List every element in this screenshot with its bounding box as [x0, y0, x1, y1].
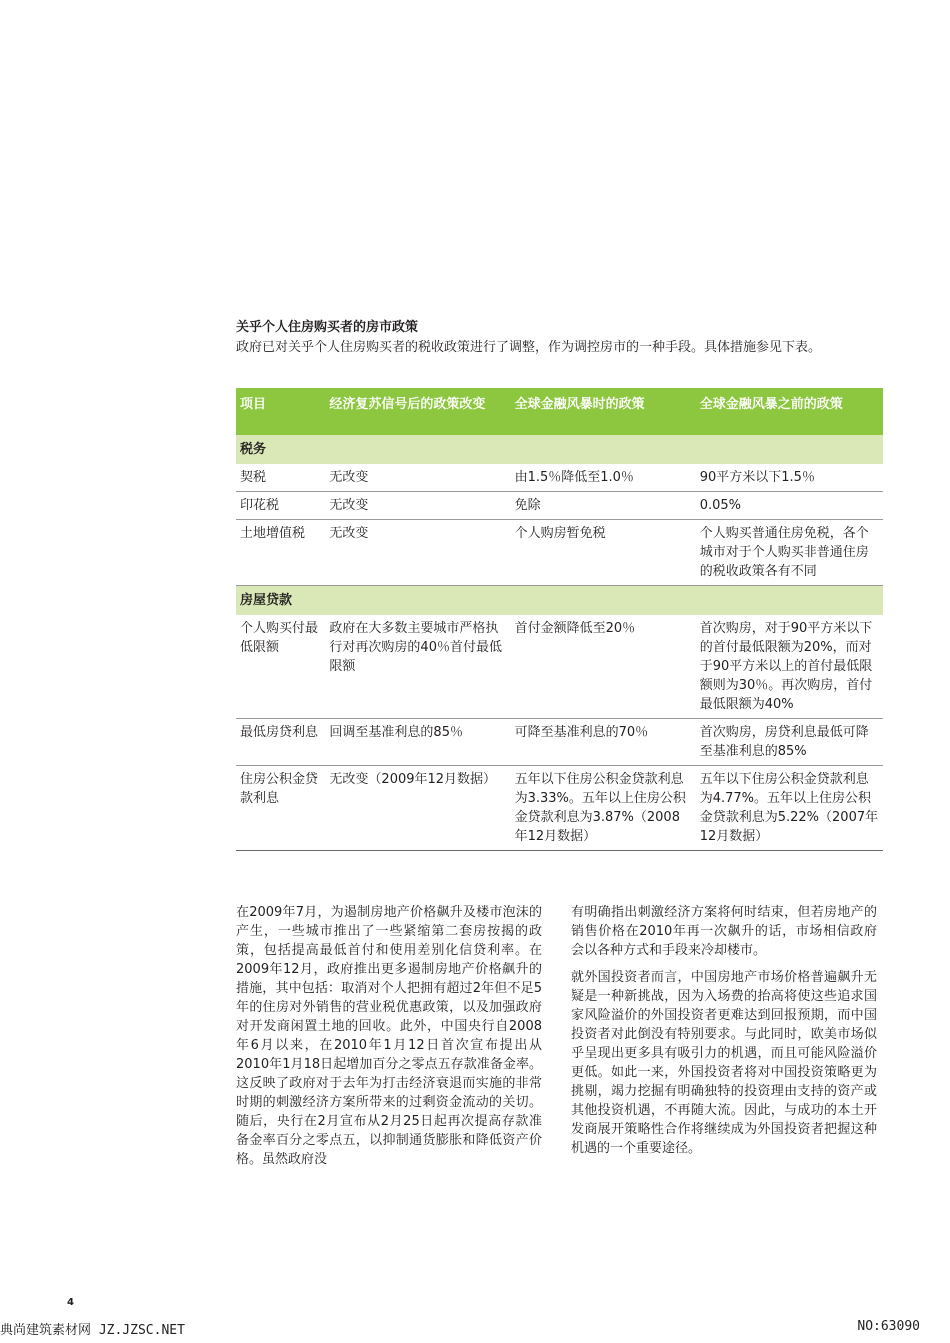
table-cell: 个人购房暂免税	[511, 520, 696, 586]
body-paragraph: 就外国投资者而言，中国房地产市场价格普遍飙升无疑是一种新挑战，因为入场费的抬高将使这些追求国家风险溢价的外国投资者更难达到回报预期，而中国投资者对此倒没有特别要求。与此同时，欧美市场似乎呈现出更多具有吸引力的机遇，而且可能风险溢价更低。如此一来，外国投资者将对中国投资策略更为挑剔，竭力挖掘有明确独特的投资理由支持的资产或其他投资机遇，不再随大流。因此，与成功的本土开发商展开策略性合作将继续成为外国投资者把握这种机遇的一个重要途径。	[571, 970, 877, 1156]
table-cell: 免除	[511, 492, 696, 520]
table-row	[236, 719, 883, 766]
body-column-right	[571, 903, 877, 1166]
header-before-crisis: 全球金融风暴之前的政策	[696, 388, 883, 435]
table-row	[236, 492, 883, 520]
table-cell: 无改变	[325, 464, 510, 492]
table-cell: 首次购房，房贷利息最低可降至基准利息的85%	[696, 719, 883, 766]
table-cell: 土地增值税	[236, 520, 325, 586]
table-cell: 90平方米以下1.5％	[696, 464, 883, 492]
table-row	[236, 766, 883, 851]
group-row-tax	[236, 435, 883, 464]
table-cell: 个人购买普通住房免税，各个城市对于个人购买非普通住房的税收政策各有不同	[696, 520, 883, 586]
table-cell: 契税	[236, 464, 325, 492]
body-paragraph: 在2009年7月，为遏制房地产价格飙升及楼市泡沫的产生，一些城市推出了一些紧缩第二套房按揭的政策，包括提高最低首付和使用差别化信贷利率。在2009年12月，政府推出更多遏制房地产价格飙升的措施，其中包括：取消对个人把拥有超过2年但不足5年的住房对外销售的营业税优惠政策，以及加强政府对开发商闲置土地的回收。此外，中国央行自2008年6月以来，在2010年1月12日首次宣布提出从2010年1月18日起增加百分之零点五存款准备金率。这反映了政府对于去年为打击经济衰退而实施的非常时期的刺激经济方案所带来的过剩资金流动的关切。随后，央行在2月宣布从2月25日起再次提高存款准备金率百分之零点五，以抑制通货膨胀和降低资产价格。虽然政府没	[236, 905, 542, 1167]
table-header-row	[236, 388, 883, 435]
table-cell: 首次购房，对于90平方米以下的首付最低限额为20%，而对于90平方米以上的首付最低限额则为30％。再次购房，首付最低限额为40%	[696, 615, 883, 719]
table-row	[236, 615, 883, 719]
table-cell: 回调至基准利息的85％	[325, 719, 510, 766]
table-cell: 五年以下住房公积金贷款利息为4.77%。五年以上住房公积金贷款利息为5.22%（2007年12月数据）	[696, 766, 883, 851]
policy-section	[236, 318, 882, 357]
body-paragraph: 有明确指出刺激经济方案将何时结束，但若房地产的销售价格在2010年再一次飙升的话，市场相信政府会以各种方式和手段来冷却楼市。	[571, 905, 877, 958]
table-cell: 五年以下住房公积金贷款利息为3.33%。五年以上住房公积金贷款利息为3.87%（2008年12月数据）	[511, 766, 696, 851]
table-cell: 无改变	[325, 520, 510, 586]
policy-table	[236, 388, 883, 851]
header-item: 项目	[236, 388, 325, 435]
body-column-left	[236, 903, 542, 1177]
watermark-site: 典尚建筑素材网 JZ.JZSC.NET	[0, 1323, 185, 1338]
table-row	[236, 464, 883, 492]
header-during-crisis: 全球金融风暴时的政策	[511, 388, 696, 435]
table-cell: 最低房贷利息	[236, 719, 325, 766]
header-after-recovery: 经济复苏信号后的政策改变	[325, 388, 510, 435]
group-label: 房屋贷款	[236, 586, 883, 616]
table-row	[236, 520, 883, 586]
group-row-mortgage	[236, 586, 883, 616]
table-cell: 个人购买付最低限额	[236, 615, 325, 719]
table-cell: 政府在大多数主要城市严格执行对再次购房的40％首付最低限额	[325, 615, 510, 719]
table-cell: 住房公积金贷款利息	[236, 766, 325, 851]
table-cell: 无改变	[325, 492, 510, 520]
section-intro: 政府已对关乎个人住房购买者的税收政策进行了调整，作为调控房市的一种手段。具体措施参见下表。	[236, 340, 822, 355]
table-cell: 无改变（2009年12月数据）	[325, 766, 510, 851]
page-number: 4	[67, 1297, 74, 1308]
table-cell: 由1.5％降低至1.0％	[511, 464, 696, 492]
section-title: 关乎个人住房购买者的房市政策	[236, 320, 419, 335]
table-cell: 首付金额降低至20％	[511, 615, 696, 719]
group-label: 税务	[236, 435, 883, 464]
table-cell: 可降至基准利息的70％	[511, 719, 696, 766]
watermark-id: NO:63090	[857, 1319, 920, 1334]
table-cell: 印花税	[236, 492, 325, 520]
table-cell: 0.05%	[696, 492, 883, 520]
